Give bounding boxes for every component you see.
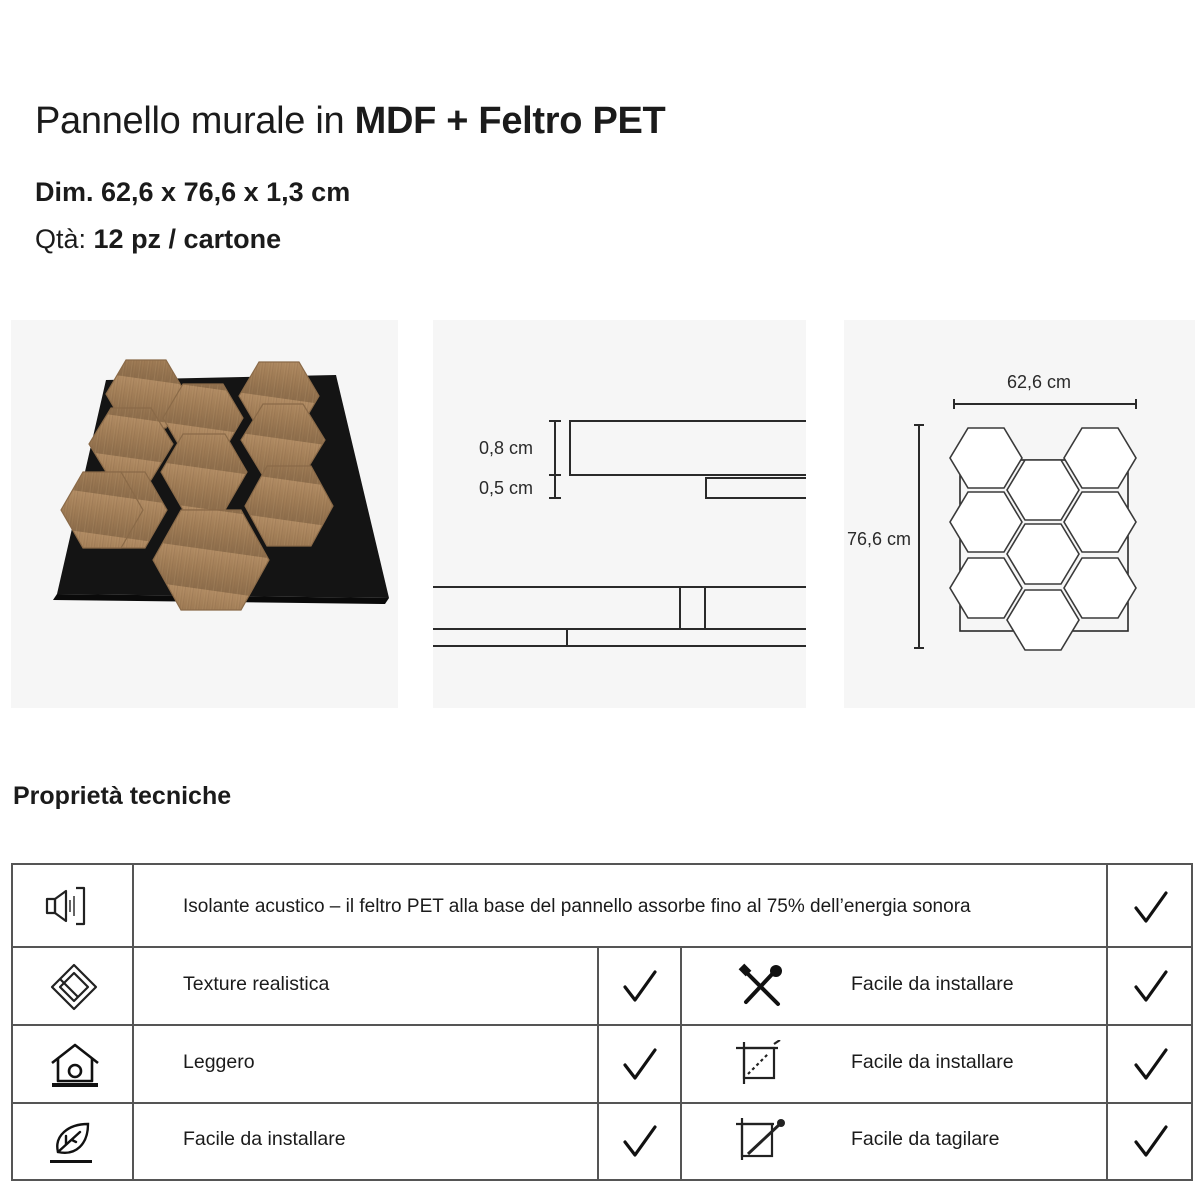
check-icon <box>620 967 660 1007</box>
dimensions-text: Dim. 62,6 x 76,6 x 1,3 cm <box>35 177 351 207</box>
texture-text: Texture realistica <box>183 973 330 995</box>
install-text-2: Facile da installare <box>851 1051 1014 1073</box>
thickness-top-label: 0,8 cm <box>479 438 534 458</box>
check-icon <box>620 1045 660 1085</box>
title-bold: MDF + Feltro PET <box>354 100 666 142</box>
check-icon <box>620 1122 660 1162</box>
check-icon <box>1131 1122 1171 1162</box>
tools-icon <box>736 962 786 1012</box>
leaf-eco-icon <box>46 1118 98 1166</box>
dimensions-diagram <box>844 320 1195 708</box>
quantity-label: Qtà: <box>35 224 94 254</box>
check-icon <box>1131 967 1171 1007</box>
acoustic-icon <box>44 884 94 928</box>
cutting-saw-icon <box>734 1116 788 1164</box>
install-text-3: Facile da installare <box>183 1128 346 1150</box>
light-text: Leggero <box>183 1051 255 1073</box>
install-text-1: Facile da installare <box>851 973 1014 995</box>
lightweight-house-icon <box>48 1041 102 1091</box>
width-label: 62,6 cm <box>1007 372 1072 392</box>
check-icon <box>1131 888 1171 928</box>
section-title: Proprietà tecniche <box>13 782 232 810</box>
cross-section-diagram <box>433 320 806 708</box>
hexagon-panel-illustration <box>11 320 398 708</box>
height-label: 76,6 cm <box>847 529 912 549</box>
product-image <box>11 320 398 708</box>
texture-icon <box>48 962 100 1012</box>
quantity-text <box>35 224 281 255</box>
page-title <box>35 100 665 143</box>
check-icon <box>1131 1045 1171 1085</box>
acoustic-text: Isolante acustico – il feltro PET alla base del pannello assorbe fino al 75% dell’energia sonora <box>183 896 971 917</box>
title-light: Pannello murale in <box>35 100 355 142</box>
cross-section-drawing <box>433 320 806 708</box>
cut-text: Facile da tagilare <box>851 1128 1000 1150</box>
thickness-bottom-label: 0,5 cm <box>479 478 534 498</box>
quantity-value: 12 pz / cartone <box>93 224 282 254</box>
measure-square-icon <box>734 1040 786 1088</box>
